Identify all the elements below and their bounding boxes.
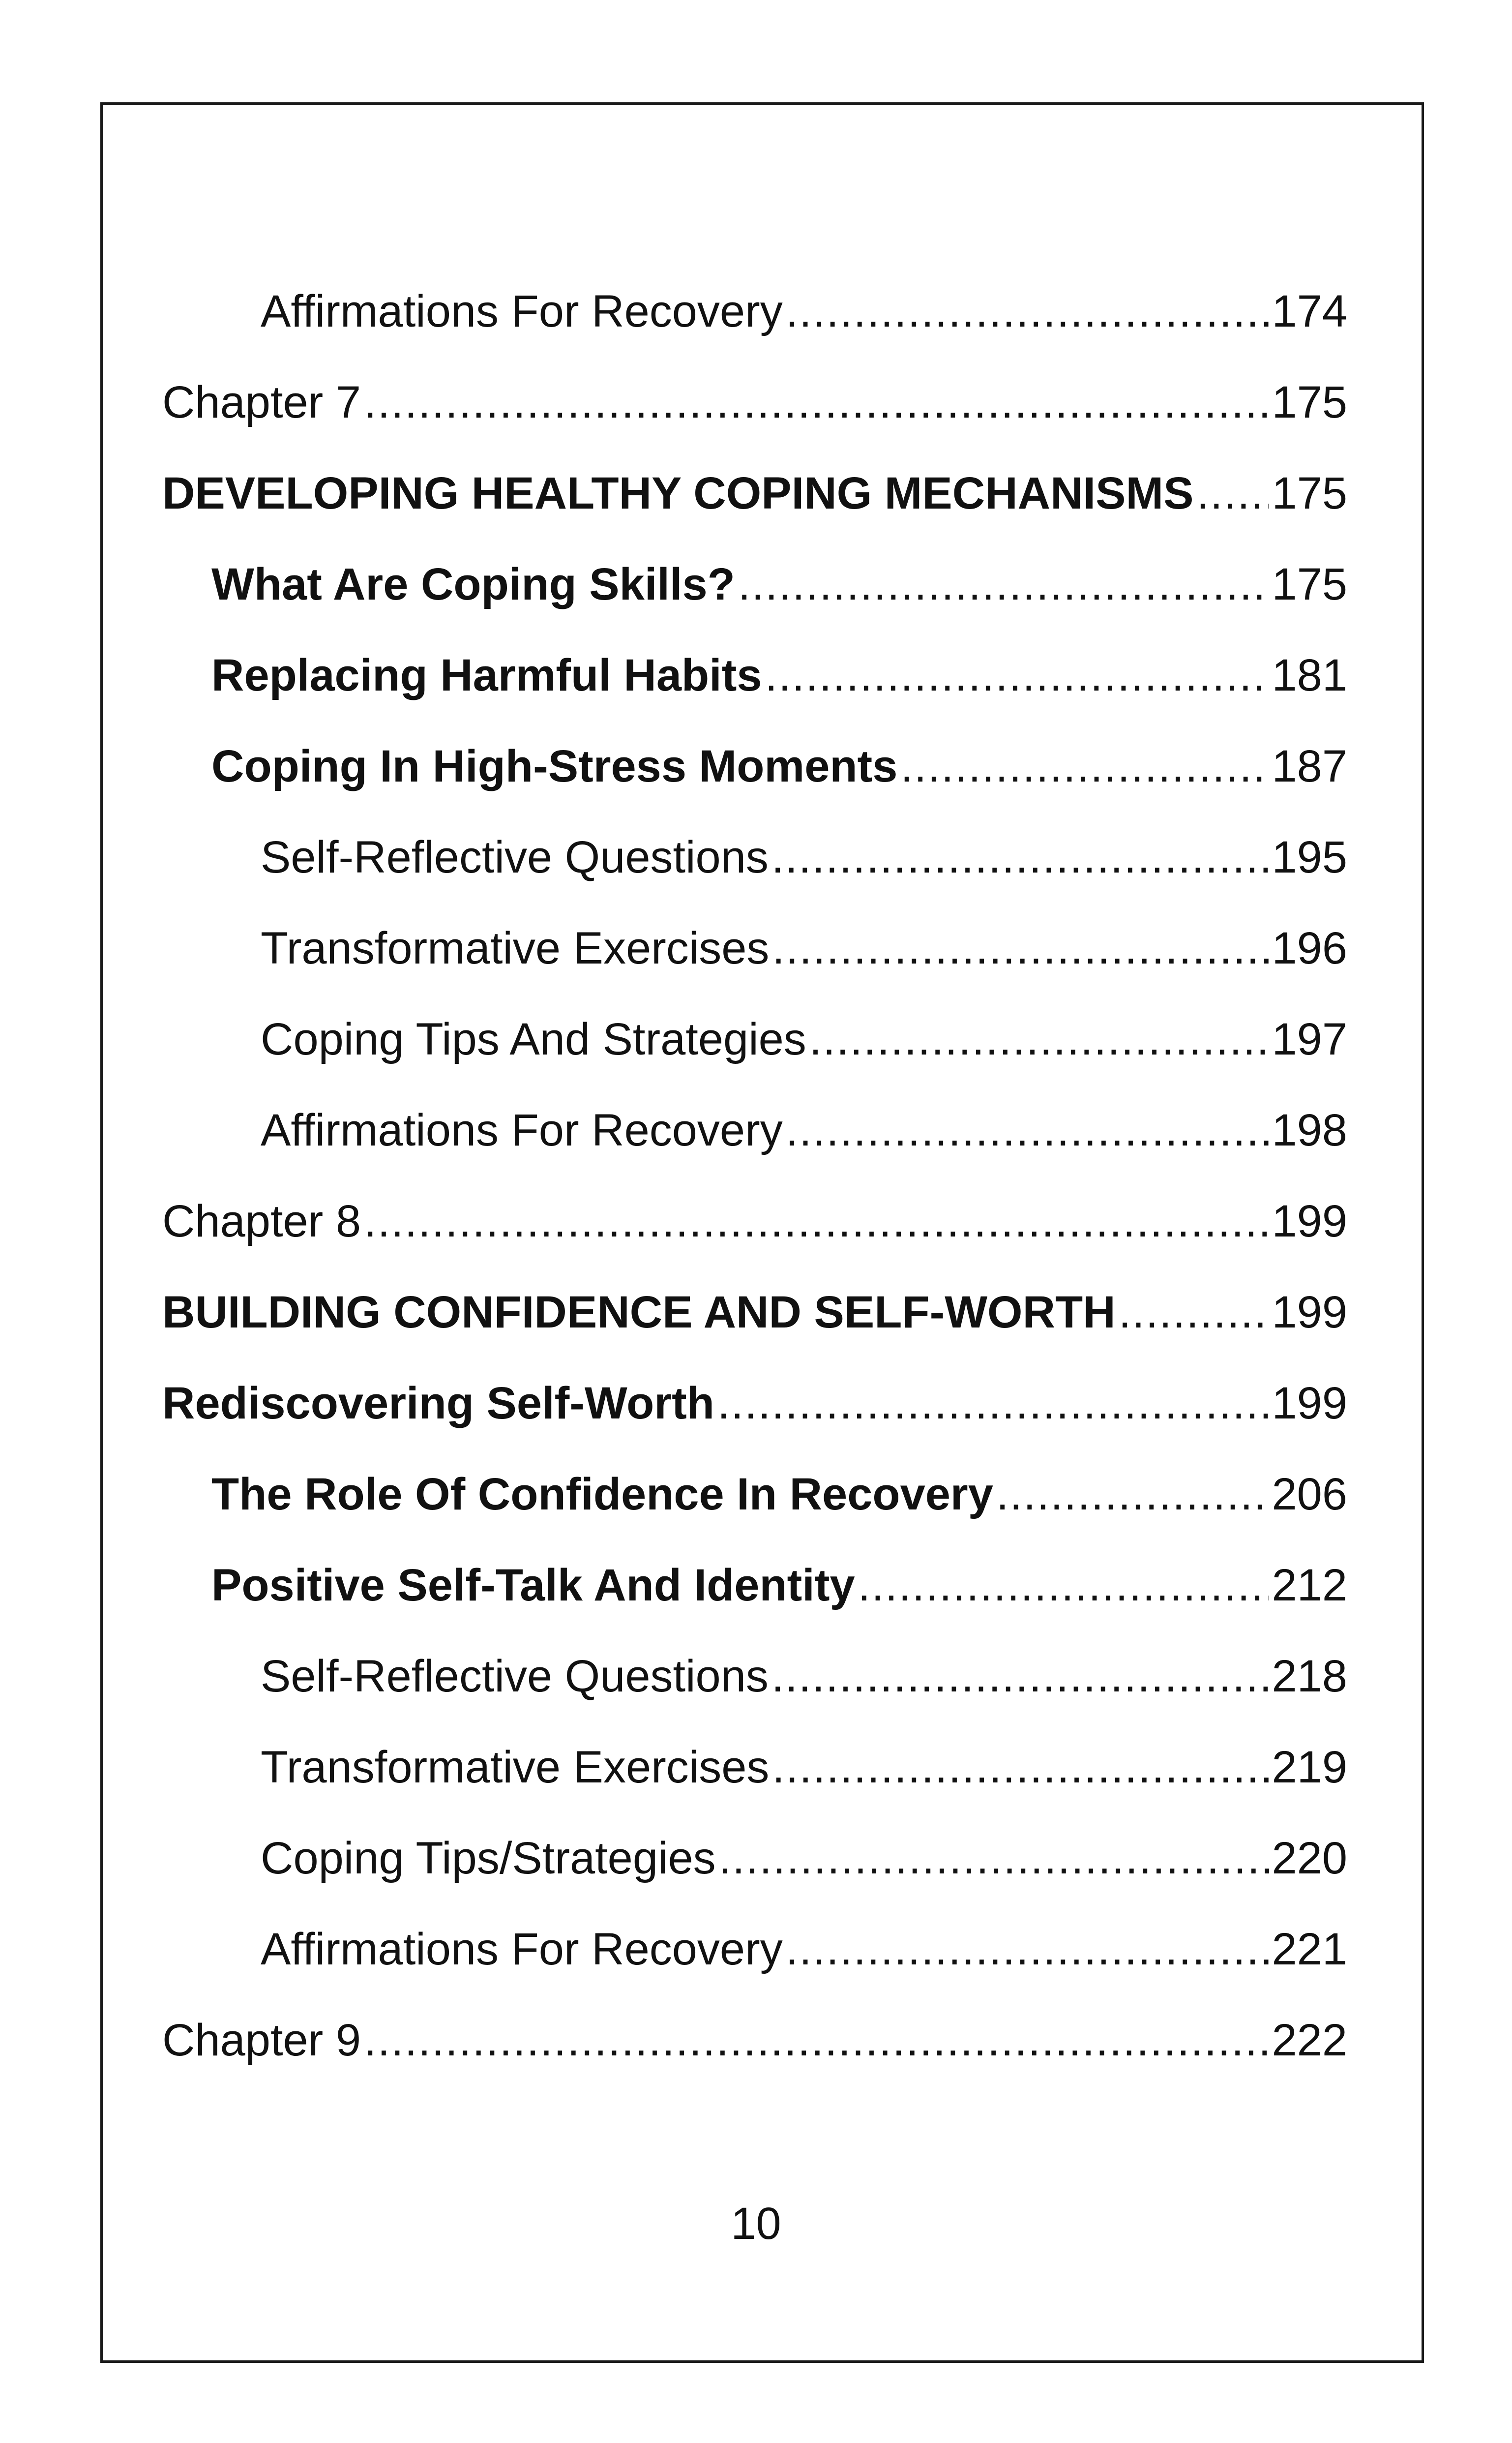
- toc-entry-page: 199: [1272, 1196, 1347, 1246]
- toc-entry-page: 175: [1272, 468, 1347, 518]
- dot-leader: [858, 1563, 1269, 1608]
- toc-entry[interactable]: [162, 448, 1347, 539]
- toc-entry-title: Transformative Exercises: [261, 923, 770, 973]
- toc-entry-page: 206: [1272, 1469, 1347, 1519]
- toc-entry-title: Affirmations For Recovery: [261, 1105, 783, 1155]
- toc-entry[interactable]: [162, 994, 1347, 1085]
- dot-leader: [717, 1381, 1269, 1426]
- page-number: 10: [731, 2199, 781, 2249]
- toc-entry-page: 199: [1272, 1378, 1347, 1428]
- toc-entry-title: Affirmations For Recovery: [261, 1924, 783, 1974]
- toc-entry-page: 174: [1272, 286, 1347, 336]
- toc-entry-page: 196: [1272, 923, 1347, 973]
- dot-leader: [809, 1017, 1269, 1062]
- toc-entry[interactable]: [162, 1448, 1347, 1539]
- toc-entry[interactable]: [162, 721, 1347, 812]
- toc-entry[interactable]: [162, 1812, 1347, 1903]
- toc-entry-title: Rediscovering Self-Worth: [162, 1378, 714, 1428]
- toc-entry-page: 175: [1272, 559, 1347, 609]
- toc-entry[interactable]: [162, 1721, 1347, 1812]
- toc-entry[interactable]: [162, 1267, 1347, 1357]
- toc-entry-page: 181: [1272, 650, 1347, 700]
- toc-entry-title: Coping In High-Stress Moments: [211, 741, 898, 791]
- dot-leader: [772, 1745, 1269, 1790]
- toc-entry-page: 222: [1272, 2015, 1347, 2065]
- dot-leader: [1119, 1290, 1269, 1335]
- dot-leader: [719, 1836, 1269, 1881]
- toc-entry-page: 221: [1272, 1924, 1347, 1974]
- toc-entry-title: Positive Self-Talk And Identity: [211, 1560, 855, 1610]
- dot-leader: [1196, 471, 1269, 516]
- toc-entry-page: 197: [1272, 1014, 1347, 1064]
- toc-entry-page: 175: [1272, 377, 1347, 427]
- dot-leader: [765, 653, 1269, 698]
- toc-entry[interactable]: [162, 1903, 1347, 1994]
- toc-entry-page: 198: [1272, 1105, 1347, 1155]
- toc-entry-title: DEVELOPING HEALTHY COPING MECHANISMS: [162, 468, 1194, 518]
- dot-leader: [996, 1472, 1269, 1517]
- toc-entry-title: Self-Reflective Questions: [261, 832, 769, 882]
- toc-entry-title: What Are Coping Skills?: [211, 559, 735, 609]
- toc-entry-title: Affirmations For Recovery: [261, 286, 783, 336]
- toc-entry[interactable]: [162, 1357, 1347, 1448]
- toc-entry-title: Self-Reflective Questions: [261, 1651, 769, 1701]
- toc-entry-page: 218: [1272, 1651, 1347, 1701]
- toc-entry[interactable]: [162, 1176, 1347, 1267]
- toc-entry-page: 219: [1272, 1742, 1347, 1792]
- dot-leader: [364, 2018, 1269, 2063]
- toc-entry[interactable]: [162, 903, 1347, 994]
- toc-entry-page: 199: [1272, 1287, 1347, 1337]
- toc-entry-title: Chapter 9: [162, 2015, 361, 2065]
- dot-leader: [364, 1199, 1269, 1244]
- toc-entry-page: 195: [1272, 832, 1347, 882]
- toc-entry-page: 212: [1272, 1560, 1347, 1610]
- toc-entry[interactable]: [162, 1630, 1347, 1721]
- toc-entry-title: Coping Tips And Strategies: [261, 1014, 806, 1064]
- toc-entry-title: Chapter 7: [162, 377, 361, 427]
- dot-leader: [786, 289, 1269, 334]
- toc-entry-page: 220: [1272, 1833, 1347, 1883]
- toc-entry[interactable]: [162, 1085, 1347, 1176]
- toc-entry-title: BUILDING CONFIDENCE AND SELF-WORTH: [162, 1287, 1116, 1337]
- toc-entry-title: The Role Of Confidence In Recovery: [211, 1469, 993, 1519]
- toc-entry[interactable]: [162, 357, 1347, 448]
- toc-entry[interactable]: [162, 812, 1347, 903]
- dot-leader: [771, 835, 1269, 880]
- dot-leader: [786, 1108, 1269, 1153]
- toc-entry-title: Transformative Exercises: [261, 1742, 770, 1792]
- toc-entry-page: 187: [1272, 741, 1347, 791]
- dot-leader: [772, 926, 1269, 971]
- dot-leader: [786, 1927, 1269, 1972]
- toc-entry-title: Coping Tips/Strategies: [261, 1833, 716, 1883]
- toc-entry[interactable]: [162, 539, 1347, 630]
- dot-leader: [364, 380, 1269, 425]
- dot-leader: [771, 1654, 1269, 1699]
- dot-leader: [900, 744, 1269, 789]
- table-of-contents: [162, 266, 1347, 2085]
- dot-leader: [738, 562, 1269, 607]
- toc-entry[interactable]: [162, 1539, 1347, 1630]
- toc-entry[interactable]: [162, 630, 1347, 721]
- toc-entry[interactable]: [162, 266, 1347, 357]
- toc-entry-title: Replacing Harmful Habits: [211, 650, 762, 700]
- toc-entry-title: Chapter 8: [162, 1196, 361, 1246]
- toc-entry[interactable]: [162, 1994, 1347, 2085]
